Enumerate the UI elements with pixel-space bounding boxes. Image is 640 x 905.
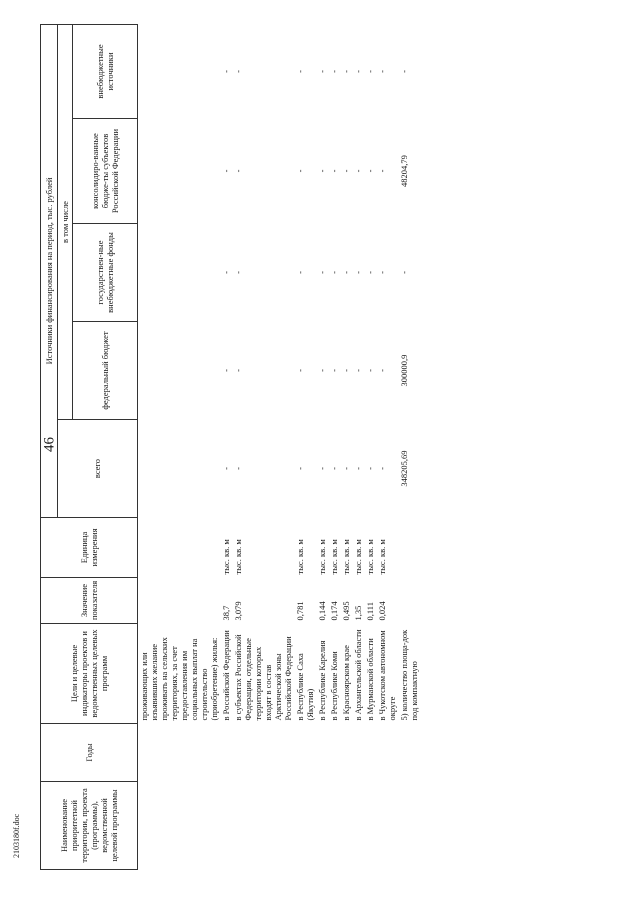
cell-nonbudget: - (329, 70, 340, 73)
table-row (328, 25, 340, 870)
document-code: 2103180f.doc (12, 813, 21, 858)
cell-offbudget: - (295, 271, 306, 274)
cell-value: 0,174 (329, 601, 340, 621)
header-including: в том числе (58, 25, 73, 420)
table-row (352, 25, 364, 870)
cell-federal: - (341, 369, 352, 372)
cell-total: - (221, 467, 232, 470)
table-row (398, 25, 420, 870)
cell-nonbudget: - (399, 70, 410, 73)
cell-unit: тыс. кв. м (365, 539, 376, 575)
cell-value: 0,111 (365, 602, 376, 621)
cell-regional: - (221, 169, 232, 173)
cell-offbudget: - (221, 271, 232, 274)
header-goals: Цели и целевые индикаторы проектов и ведомственных целевых программ (41, 624, 138, 724)
header-unit: Единица измерения (41, 518, 138, 578)
cell-offbudget: - (377, 271, 388, 274)
cell-unit (138, 518, 221, 578)
cell-goal: в Республике Саха (Якутия) (295, 653, 316, 721)
cell-value (398, 578, 420, 624)
cell-regional: - (317, 169, 328, 173)
cell-total: - (365, 467, 376, 470)
page-number: 46 (41, 437, 58, 452)
cell-total: - (377, 467, 388, 470)
cell-years (316, 724, 328, 782)
table-row (316, 25, 328, 870)
cell-nonbudget: - (341, 70, 352, 73)
cell-federal: - (353, 369, 364, 372)
table-row (294, 25, 316, 870)
cell-nonbudget: - (317, 70, 328, 73)
cell-offbudget: - (399, 271, 410, 274)
cell-offbudget: - (233, 271, 244, 274)
cell-value: 0,144 (317, 601, 328, 621)
header-nonbudget: внебюджетные источники (73, 25, 138, 119)
cell-unit (398, 518, 420, 578)
cell-name (398, 782, 420, 870)
header-years: Годы (41, 724, 138, 782)
cell-offbudget: - (365, 271, 376, 274)
cell-offbudget: - (353, 271, 364, 274)
cell-nonbudget: - (221, 70, 232, 73)
cell-unit: тыс. кв. м (317, 539, 328, 575)
cell-offbudget: - (317, 271, 328, 274)
cell-regional (138, 119, 221, 224)
cell-federal (138, 322, 221, 420)
cell-total: 348205,69 (399, 450, 410, 487)
cell-value: 3,079 (233, 601, 244, 621)
cell-goal: в Мурманской области (365, 638, 376, 721)
cell-federal: - (377, 369, 388, 372)
cell-years (328, 724, 340, 782)
cell-years (376, 724, 398, 782)
cell-name (294, 782, 316, 870)
cell-name (340, 782, 352, 870)
cell-regional: - (341, 169, 352, 173)
cell-goal: проживающих или изъявивших желание проживать на сельских территориях, за счет предоставления им социальных выплат на строительство (приобретение) жилья: (139, 637, 220, 721)
header-state-offbudget: государствен-ные внебюджетные фонды (73, 224, 138, 322)
cell-offbudget: - (341, 271, 352, 274)
cell-nonbudget: - (377, 70, 388, 73)
cell-total: - (341, 467, 352, 470)
cell-nonbudget: - (233, 70, 244, 73)
cell-nonbudget (138, 25, 221, 119)
financing-table (40, 24, 420, 870)
cell-regional: - (329, 169, 340, 173)
cell-goal: в Республике Карелия (317, 640, 328, 721)
cell-federal: - (221, 369, 232, 372)
cell-total: - (317, 467, 328, 470)
cell-goal: в Российской Федерации (221, 630, 232, 721)
cell-years (294, 724, 316, 782)
cell-value (138, 578, 221, 624)
cell-nonbudget: - (365, 70, 376, 73)
cell-federal: 300000,9 (399, 354, 410, 387)
cell-goal: в Красноярском крае (341, 645, 352, 721)
cell-years (364, 724, 376, 782)
cell-years (138, 724, 221, 782)
cell-name (352, 782, 364, 870)
header-value: Значение показателя (41, 578, 138, 624)
cell-years (352, 724, 364, 782)
cell-nonbudget: - (295, 70, 306, 73)
cell-total: - (295, 467, 306, 470)
table-row (340, 25, 352, 870)
cell-unit: тыс. кв. м (295, 539, 306, 575)
cell-name (138, 782, 221, 870)
cell-total: - (329, 467, 340, 470)
cell-total: - (233, 467, 244, 470)
cell-name (328, 782, 340, 870)
table-row (364, 25, 376, 870)
cell-name (232, 782, 294, 870)
table-row (220, 25, 232, 870)
header-regional: консолидиро-ванные бюдже-ты субъектов Российской Федерации (73, 119, 138, 224)
cell-federal: - (233, 369, 244, 372)
cell-regional: - (233, 169, 244, 173)
cell-total: - (353, 467, 364, 470)
cell-goal: в Чукотском автономном округе (377, 630, 398, 721)
cell-unit: тыс. кв. м (341, 539, 352, 575)
cell-goal: 5) количество площа-док под компактную (399, 629, 420, 721)
table-body (138, 25, 421, 870)
cell-unit: тыс. кв. м (329, 539, 340, 575)
cell-years (398, 724, 420, 782)
cell-years (340, 724, 352, 782)
cell-nonbudget: - (353, 70, 364, 73)
cell-federal: - (295, 369, 306, 372)
cell-name (316, 782, 328, 870)
cell-value: 0,781 (295, 601, 306, 621)
cell-offbudget (138, 224, 221, 322)
cell-value: 38,7 (221, 605, 232, 621)
rotated-sheet (40, 25, 595, 870)
cell-regional: - (365, 169, 376, 173)
cell-years (232, 724, 294, 782)
cell-federal: - (317, 369, 328, 372)
cell-goal: в Республике Коми (329, 651, 340, 721)
cell-regional: - (377, 169, 388, 173)
header-total: всего (58, 420, 138, 518)
cell-unit: тыс. кв. м (221, 539, 232, 575)
cell-regional: 48204,79 (399, 155, 410, 187)
cell-federal: - (365, 369, 376, 372)
table-row (232, 25, 294, 870)
cell-regional: - (295, 169, 306, 173)
cell-years (220, 724, 232, 782)
cell-name (376, 782, 398, 870)
cell-unit: тыс. кв. м (377, 539, 388, 575)
cell-value: 0,024 (377, 601, 388, 621)
cell-value: 0,495 (341, 601, 352, 621)
cell-federal: - (329, 369, 340, 372)
cell-value: 1,35 (353, 605, 364, 621)
cell-total (138, 420, 221, 518)
header-name: Наименование приоритетной территории, проекта (программы), ведомственной целевой программы (41, 782, 138, 870)
table-row (376, 25, 398, 870)
cell-regional: - (353, 169, 364, 173)
table-row (138, 25, 221, 870)
cell-goal: в Архангельской области (353, 629, 364, 721)
header-federal: федеральный бюджет (73, 322, 138, 420)
cell-name (364, 782, 376, 870)
cell-unit: тыс. кв. м (233, 539, 244, 575)
cell-name (220, 782, 232, 870)
cell-unit: тыс. кв. м (353, 539, 364, 575)
header-financing: Источники финансирования на период, тыс. рублей (41, 25, 58, 518)
cell-offbudget: - (329, 271, 340, 274)
cell-goal: в субъектах Российской Федерации, отдельные территории которых входят в состав Арктической зоны Российской Федерации (233, 634, 294, 721)
